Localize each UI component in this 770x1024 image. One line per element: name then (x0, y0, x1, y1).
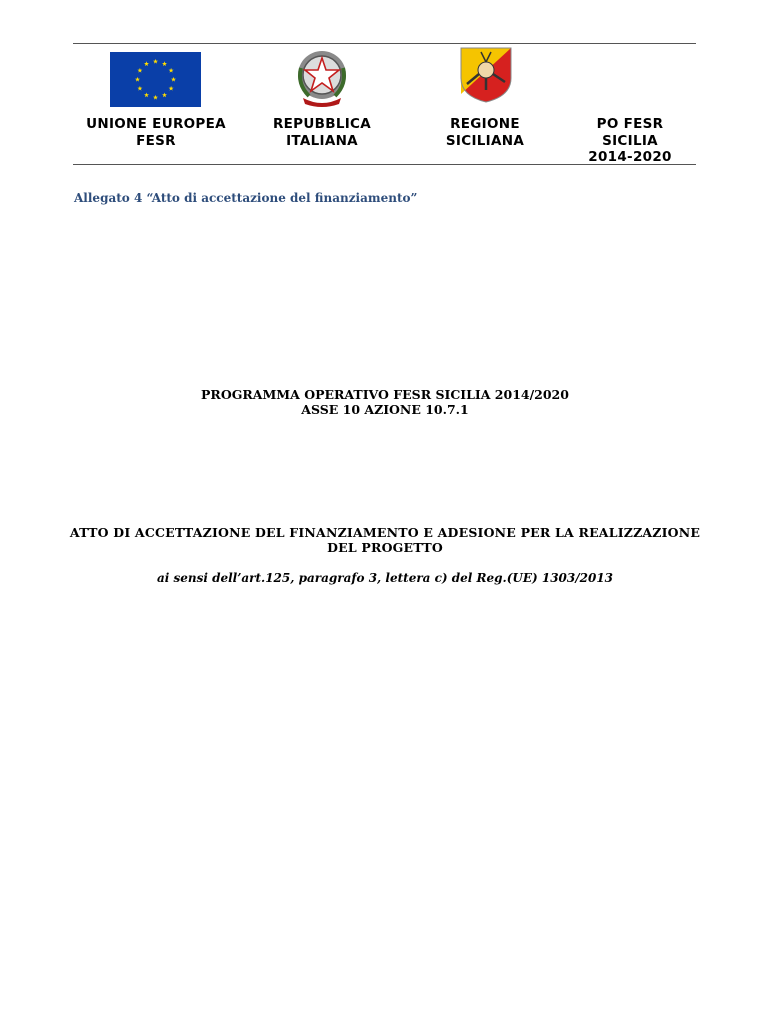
entity-sicily-line1: REGIONE (450, 116, 520, 132)
entity-italy-line2: ITALIANA (286, 132, 358, 149)
entity-sicily-line2: SICILIANA (445, 132, 525, 149)
program-line1: PROGRAMMA OPERATIVO FESR SICILIA 2014/2020 (201, 387, 569, 402)
entity-eu-line2: FESR (136, 132, 176, 149)
header-top-rule (73, 43, 696, 44)
italian-republic-emblem-icon (289, 44, 355, 110)
document-subtitle: ai sensi dell’art.125, paragrafo 3, lettera c) del Reg.(UE) 1303/2013 (156, 571, 614, 585)
entity-po-fesr-label (570, 116, 690, 166)
sicily-region-emblem-icon (455, 44, 517, 104)
entity-eu-label (75, 116, 237, 149)
entity-eu-line1: UNIONE EUROPEA (86, 116, 226, 132)
entity-italy-label (252, 116, 392, 149)
document-title (0, 525, 770, 555)
entity-sicily-label (420, 116, 550, 149)
program-line2: ASSE 10 AZIONE 10.7.1 (301, 402, 469, 417)
program-heading (0, 387, 770, 417)
title-line2: DEL PROGETTO (327, 540, 443, 555)
entity-italy-line1: REPUBBLICA (272, 116, 372, 132)
entity-po-fesr-line1: PO FESR (596, 116, 664, 132)
entity-po-fesr-line3: 2014-2020 (588, 149, 672, 165)
eu-flag-icon (110, 52, 201, 107)
entity-po-fesr-line2: SICILIA (602, 132, 658, 149)
allegato-heading: Allegato 4 “Atto di accettazione del finanziamento” (74, 191, 418, 205)
title-line1: ATTO DI ACCETTAZIONE DEL FINANZIAMENTO E ADESIONE PER LA REALIZZAZIONE (69, 525, 701, 540)
